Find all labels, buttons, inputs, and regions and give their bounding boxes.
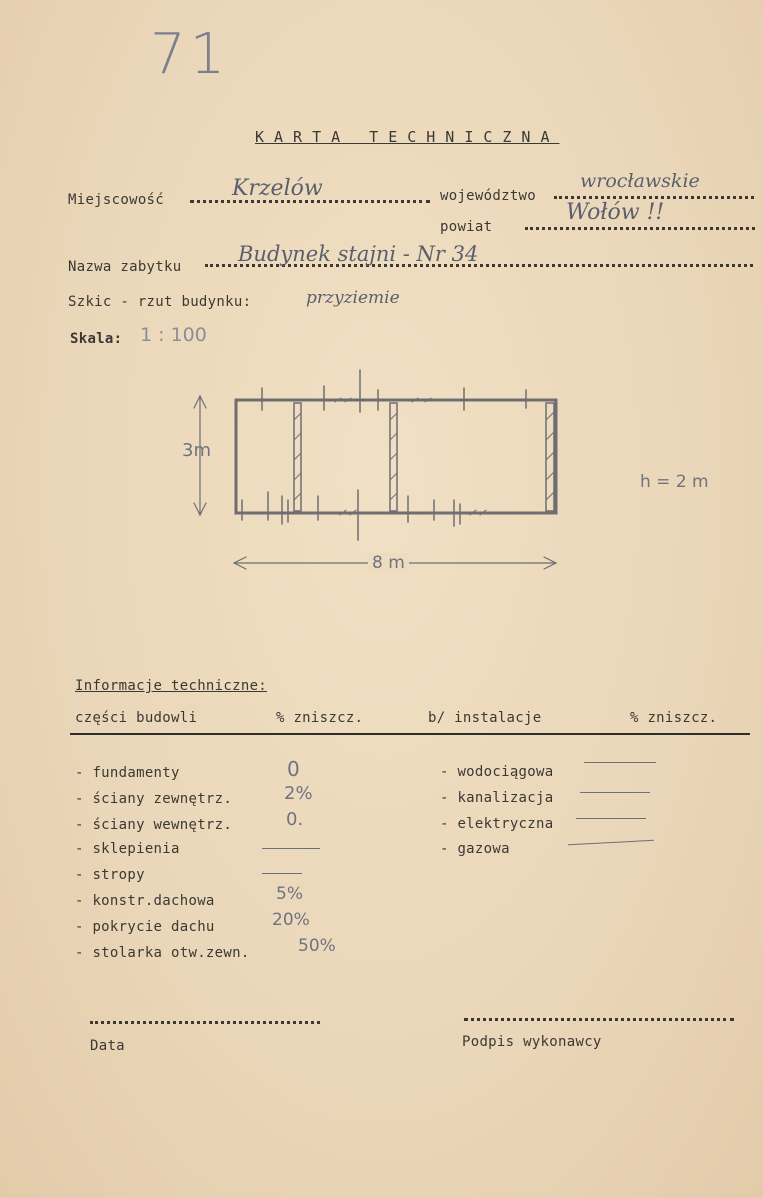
miejscowosc-value: Krzelów (232, 176, 323, 201)
date-dots (90, 1021, 320, 1024)
installation-label: - gazowa (440, 841, 510, 857)
building-outline (236, 400, 556, 513)
szkic-value: przyziemie (306, 288, 400, 308)
col-parts-header: części budowli (75, 710, 198, 726)
szkic-label: Szkic - rzut budynku: (68, 294, 252, 310)
skala-label: Skala: (70, 331, 123, 347)
installation-label: - wodociągowa (440, 764, 554, 780)
part-label: - pokrycie dachu (75, 919, 215, 935)
part-empty-mark (262, 848, 320, 849)
powiat-label: powiat (440, 219, 493, 235)
col-installations-header: b/ instalacje (428, 710, 542, 726)
part-label: - stolarka otw.zewn. (75, 945, 250, 961)
page-number: 71 (150, 22, 230, 87)
part-label: - fundamenty (75, 765, 180, 781)
wojewodztwo-label: województwo (440, 188, 537, 204)
miejscowosc-label: Miejscowość (68, 192, 165, 208)
part-value: 0. (286, 809, 304, 830)
installation-empty-mark (576, 818, 646, 819)
wojewodztwo-value: wrocławskie (580, 170, 700, 192)
installation-label: - kanalizacja (440, 790, 554, 806)
part-label: - stropy (75, 867, 145, 883)
installation-empty-mark (580, 792, 650, 793)
width-label: 8 m (368, 553, 409, 573)
signature-label: Podpis wykonawcy (462, 1034, 602, 1050)
part-value: 50% (298, 936, 336, 956)
part-label: - konstr.dachowa (75, 893, 215, 909)
nazwa-value: Budynek stajni - Nr 34 (238, 242, 479, 266)
installation-empty-mark (584, 762, 656, 763)
part-value: 0 (287, 757, 300, 781)
header-rule (70, 733, 750, 735)
nazwa-label: Nazwa zabytku (68, 259, 182, 275)
document-title: KARTA TECHNICZNA (255, 128, 560, 146)
h-note: h = 2 m (640, 472, 709, 492)
part-value: 5% (276, 884, 303, 904)
powiat-value: Wołów !! (566, 200, 665, 225)
signature-dots (464, 1018, 734, 1021)
part-label: - ściany wewnętrz. (75, 817, 233, 833)
part-label: - ściany zewnętrz. (75, 791, 233, 807)
col-damage-header: % zniszcz. (276, 710, 364, 726)
col-installation-damage-header: % zniszcz. (630, 710, 718, 726)
part-empty-mark (262, 873, 302, 874)
skala-value: 1 : 100 (140, 324, 207, 346)
installation-label: - elektryczna (440, 816, 554, 832)
part-value: 20% (272, 910, 310, 930)
part-value: 2% (284, 783, 313, 804)
date-label: Data (90, 1038, 125, 1054)
height-label: 3m (182, 440, 211, 461)
info-heading: Informacje techniczne: (75, 678, 268, 694)
part-label: - sklepienia (75, 841, 180, 857)
